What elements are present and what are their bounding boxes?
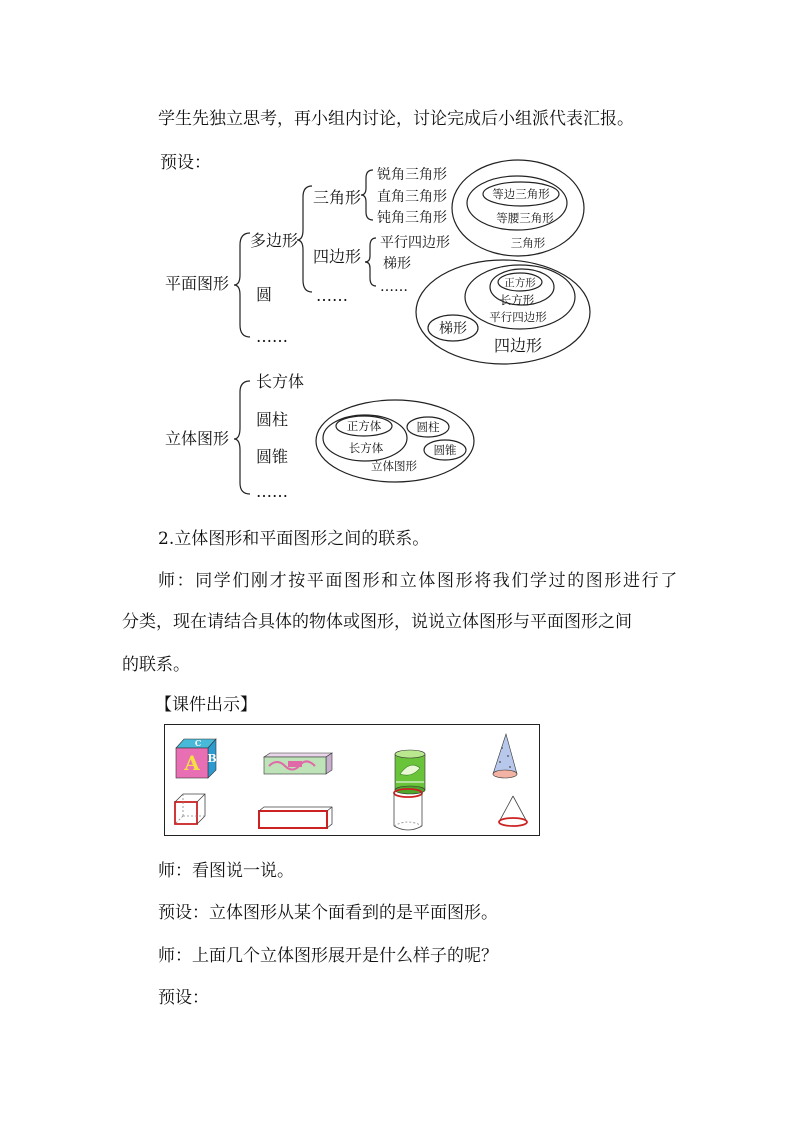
plane-root-label: 平面图形 [165, 274, 230, 293]
cone-label: 圆锥 [256, 447, 289, 466]
cuboid-label: 长方体 [256, 372, 305, 391]
cuboid-venn-label: 长方体 [348, 441, 384, 455]
solid-etc: …… [256, 482, 288, 501]
gift-box-icon [264, 753, 332, 774]
triangle-venn [452, 160, 584, 256]
paragraph-preset-3: 预设： [158, 988, 209, 1008]
plane-etc: …… [256, 327, 288, 346]
brace-solid [234, 381, 250, 494]
paragraph-teacher-2: 师：看图说一说。 [158, 861, 294, 881]
circle-label: 圆 [256, 285, 273, 304]
section-title: 2.立体图形和平面图形之间的联系。 [158, 529, 430, 549]
svg-text:C: C [194, 738, 202, 748]
brace-polygon [297, 186, 312, 292]
solid-root-label: 立体图形 [165, 429, 230, 448]
isosceles-label: 等腰三角形 [496, 211, 554, 225]
acute-label: 锐角三角形 [377, 167, 447, 183]
quad-etc: …… [380, 279, 408, 295]
cylinder-venn-label: 圆柱 [416, 420, 440, 434]
brace-triangle [361, 170, 373, 220]
paragraph-intro: 学生先独立思考，再小组内讨论，讨论完成后小组派代表汇报。 [158, 109, 634, 129]
obtuse-label: 钝角三角形 [377, 210, 447, 226]
solid-venn [316, 400, 474, 482]
paragraph-preset-1: 预设： [160, 153, 211, 173]
svg-text:B: B [207, 752, 217, 765]
polygon-etc: …… [316, 286, 348, 305]
cube-label: 正方体 [346, 419, 382, 433]
quad-label: 四边形 [313, 247, 362, 266]
equilateral-label: 等边三角形 [492, 187, 550, 201]
solid-venn-label: 立体图形 [371, 459, 417, 473]
trapezoid-label: 梯形 [383, 256, 411, 272]
paragraph-preset-2: 预设：立体图形从某个面看到的是平面图形。 [158, 903, 498, 923]
tin-can-icon [395, 750, 425, 794]
triangle-label: 三角形 [313, 188, 362, 207]
quad-venn [416, 260, 590, 364]
rectangle-label: 长方形 [499, 293, 535, 307]
right-label: 直角三角形 [377, 189, 447, 205]
brace-quad [365, 238, 376, 286]
paragraph-teacher-1a: 师：同学们刚才按平面图形和立体图形将我们学过的图形进行了 [158, 571, 679, 591]
parallelogram-label: 平行四边形 [380, 235, 450, 251]
square-label: 正方形 [504, 277, 536, 289]
abc-block-icon [176, 738, 217, 778]
paragraph-teacher-3: 师：上面几个立体图形展开是什么样子的呢？ [158, 946, 498, 966]
courseware-label: 【课件出示】 [155, 695, 257, 715]
cone-venn-label: 圆锥 [433, 443, 457, 457]
polygon-label: 多边形 [250, 231, 299, 250]
plane-figure-classification [0, 150, 794, 530]
courseware-figure [164, 722, 544, 838]
brace-plane [234, 233, 250, 337]
quad-venn-label: 四边形 [493, 336, 543, 355]
triangle-venn-label: 三角形 [510, 236, 546, 250]
svg-text:A: A [184, 751, 200, 775]
cylinder-label: 圆柱 [256, 410, 289, 429]
trapezoid-venn-label: 梯形 [439, 321, 467, 337]
paragraph-teacher-1c: 的联系。 [122, 655, 190, 675]
paragraph-teacher-1b: 分类，现在请结合具体的物体或图形，说说立体图形与平面图形之间 [122, 612, 632, 632]
parallelogram-venn-label: 平行四边形 [489, 310, 547, 324]
